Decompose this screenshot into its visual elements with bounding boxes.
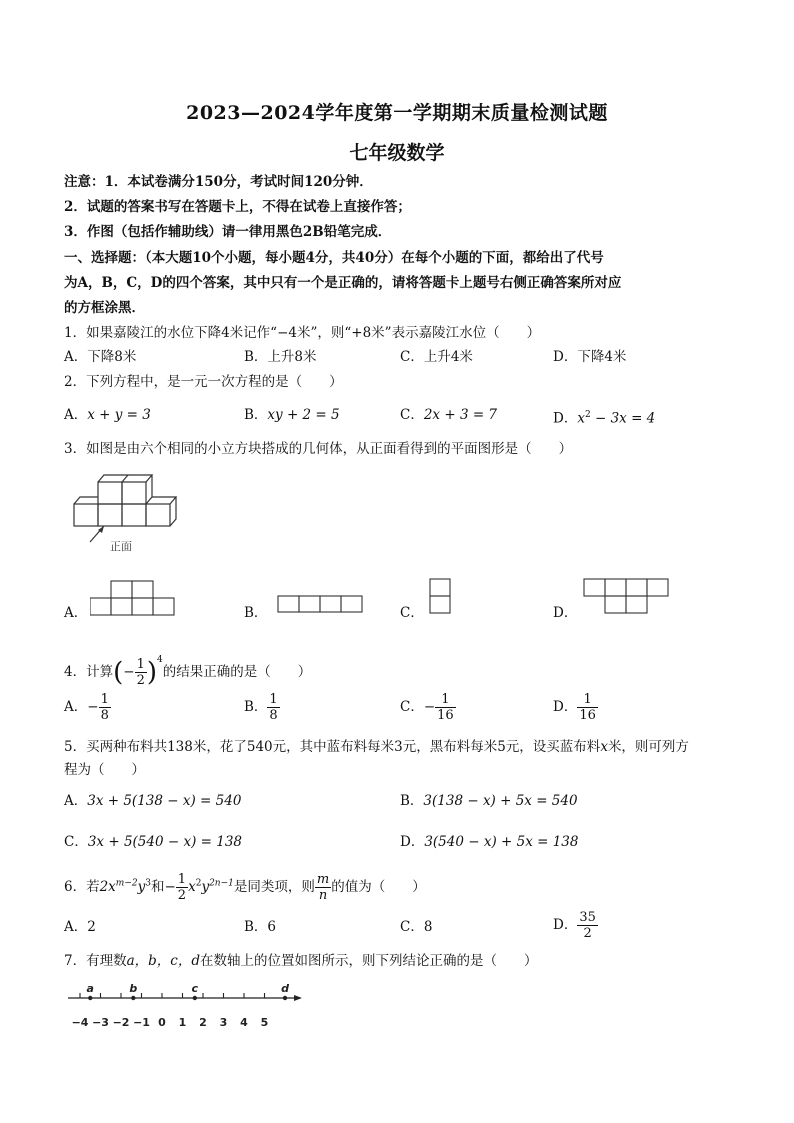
number-line-tick-label: −2: [112, 1016, 130, 1029]
number-line-point-label-d: d: [281, 982, 289, 995]
q2-stem: 2．下列方程中，是一元一次方程的是（ ）: [64, 374, 343, 390]
q3-option-d: D．: [553, 605, 578, 621]
q6-option-b: B．6: [244, 919, 277, 935]
number-line-point-label-c: c: [191, 982, 199, 995]
number-line-tick-label: 5: [260, 1016, 269, 1029]
q5-option-b: B．3(138 − x) + 5x = 540: [400, 793, 578, 809]
q3-option-b-figure: [277, 595, 365, 615]
q6-option-d: D． $\frac{35}{2}$: [553, 910, 596, 941]
q3-option-a-figure: [90, 580, 176, 616]
note-3: 3．作图（包括作辅助线）请一律用黑色2B铅笔完成．: [64, 224, 392, 240]
number-line-point-a: [88, 996, 92, 1000]
q3-front-label: 正面: [110, 540, 132, 553]
q2-option-c: C．2x + 3 = 7: [400, 407, 498, 423]
q5-stem-line1: 5．买两种布料共138米，花了540元，其中蓝布料每米3元，黑布料每米5元，设买蓝布料x米，则可列方: [64, 739, 689, 755]
q7-stem: 7．有理数a，b，c，d在数轴上的位置如图所示，则下列结论正确的是（ ）: [64, 953, 538, 969]
number-line-tick-label: 1: [178, 1016, 187, 1029]
q4-option-c: C．− $\frac{1}{16}$: [400, 692, 454, 723]
note-1: 注意：1．本试卷满分150分，考试时间120分钟．: [64, 174, 373, 190]
q2-option-b: B．xy + 2 = 5: [244, 407, 340, 423]
number-line-point-d: [283, 996, 287, 1000]
q3-cube-figure: [68, 470, 188, 560]
number-line-tick-label: −1: [133, 1016, 150, 1029]
q1-stem: 1．如果嘉陵江的水位下降4米记作“−4米”，则“+8米”表示嘉陵江水位（ ）: [64, 325, 541, 341]
q1-option-a: A．下降8米: [64, 349, 137, 365]
number-line-point-label-a: a: [86, 982, 94, 995]
exam-subtitle: 七年级数学: [349, 142, 445, 164]
number-line-tick-label: −4: [71, 1016, 89, 1029]
q3-option-b: B．: [244, 605, 268, 621]
q6-option-a: A．2: [64, 919, 96, 935]
number-line-point-label-b: b: [129, 982, 138, 995]
q5-option-c: C．3x + 5(540 − x) = 138: [64, 834, 242, 850]
q2-option-a: A．x + y = 3: [64, 407, 151, 423]
q3-option-a: A．: [64, 605, 88, 621]
note-2: 2．试题的答案书写在答题卡上，不得在试卷上直接作答；: [64, 199, 411, 215]
q2-option-d: D．$x^2 - 3x = 4$: [553, 410, 656, 427]
q3-option-c: C．: [400, 605, 424, 621]
q6-stem: 6．若$2x^{m-2}y^3$和− $\frac{1}{2}$ $x^2y^{2n-1}$是同类项，则 $\frac{m}{n}$ 的值为（ ）: [64, 872, 426, 903]
number-line-tick-label: 3: [219, 1016, 228, 1029]
q1-option-d: D．下降4米: [553, 349, 627, 365]
q3-option-d-figure: [583, 578, 669, 616]
number-line-tick-label: 2: [199, 1016, 207, 1029]
q6-option-c: C．8: [400, 919, 433, 935]
section-intro-1: 一、选择题：（本大题10个小题，每小题4分，共40分）在每个小题的下面，都给出了代号: [64, 250, 604, 266]
section-intro-3: 的方框涂黑．: [64, 300, 145, 316]
exam-title: 2023—2024学年度第一学期期末质量检测试题: [186, 102, 608, 124]
number-line-point-c: [193, 996, 197, 1000]
q1-option-b: B．上升8米: [244, 349, 317, 365]
number-line-point-b: [131, 996, 135, 1000]
q4-option-a: A．− $\frac{1}{8}$: [64, 692, 109, 723]
q7-number-line: [66, 982, 306, 1030]
section-intro-2: 为A，B，C，D的四个答案，其中只有一个是正确的，请将答题卡上题号右侧正确答案所对应: [64, 275, 622, 291]
q3-stem: 3．如图是由六个相同的小立方块搭成的几何体，从正面看得到的平面图形是（ ）: [64, 441, 573, 457]
number-line-tick-label: 4: [240, 1016, 248, 1029]
q4-stem: 4．计算(− $\frac{1}{2}$ )$^4$的结果正确的是（ ）: [64, 655, 312, 688]
q4-option-d: D． $\frac{1}{16}$: [553, 692, 596, 723]
number-line-tick-label: −3: [92, 1016, 109, 1029]
number-line-arrow: [294, 995, 302, 1001]
q3-option-c-figure: [429, 578, 453, 616]
number-line-tick-label: 0: [158, 1016, 166, 1029]
q5-option-d: D．3(540 − x) + 5x = 138: [400, 834, 579, 850]
q1-option-c: C．上升4米: [400, 349, 473, 365]
q5-option-a: A．3x + 5(138 − x) = 540: [64, 793, 242, 809]
q5-stem-line2: 程为（ ）: [64, 762, 145, 778]
q4-option-b: B． $\frac{1}{8}$: [244, 692, 278, 723]
